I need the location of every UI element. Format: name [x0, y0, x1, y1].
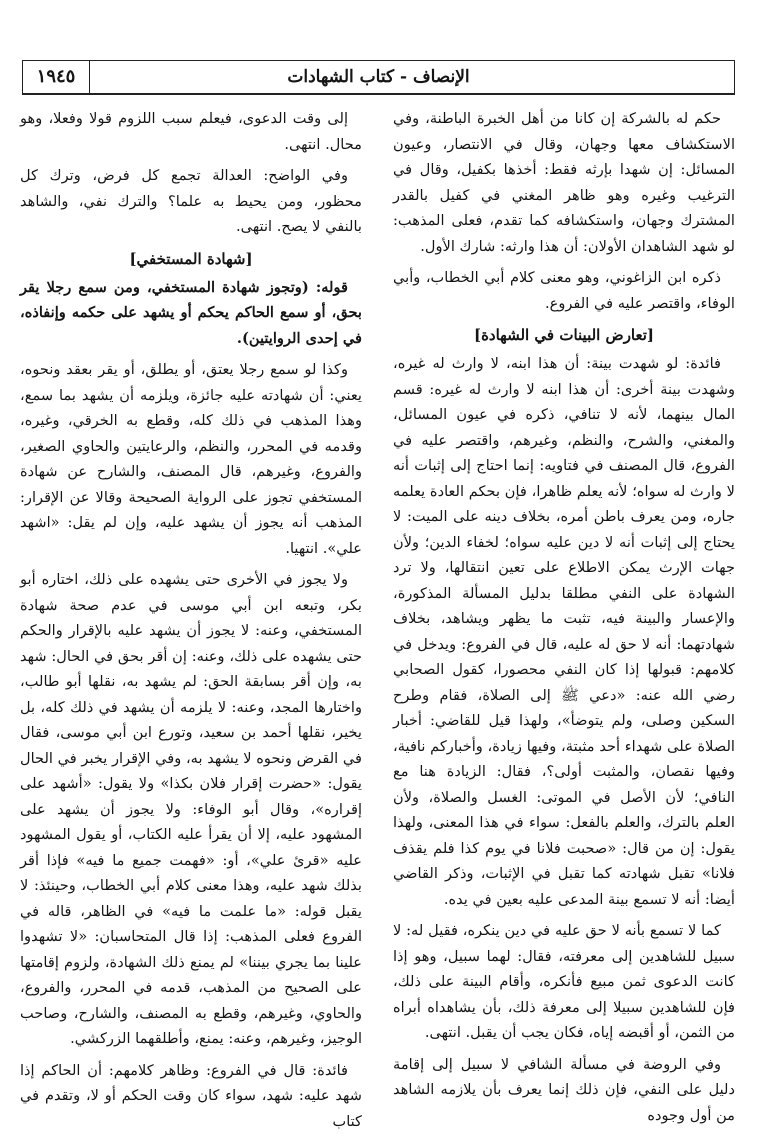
paragraph: فائدة: لو شهدت بينة: أن هذا ابنه، لا وارث له غيره، وشهدت بينة أخرى: أن هذا ابنه لا وارث له غيره: قسم المال بينهما، لأنه لا تنافي، ذكره في عيون المسائل، والمغني، والشرح، والنظم، وغيرهم، واقتصر عليه في الفروع، قال المصنف في فتاويه: إنما احتاج إلى إثبات أنه لا وارث له سواه؛ لأنه يعلم ظاهرا، فإن بحكم العادة يعلمه جاره، ومن يعرف باطن أمره، بخلاف دينه على الميت: لا يحتاج إلى إثبات أنه لا دين عليه سواه؛ لخفاء الدين؛ ولأن جهات الإرث يمكن الاطلاع على تعين انتقالها، ولا ترد الشهادة على النفي مطلقا بدليل المسألة المذكورة، والإعسار والبينة فيه، تثبت ما يظهر ويشاهد، بخلاف شهادتهما: أنه لا حق له عليه، قال في الفروع: ويدخل في كلامهم: قبولها إذا كان النفي محصورا، كقول الصحابي رضي الله عنه: «دعي ﷺ إلى الصلاة، فقام وطرح السكين وصلى، ولم يتوضأ»، ولهذا قيل للقاضي: أخبار الصلاة على شهداء أحد مثبتة، وفيها زيادة، وأخباركم نافية، وفيها نقصان، والمثبت أولى؟، فقال: الزيادة هنا مع النافي؛ لأن الأصل في الموتى: الغسل والصلاة، ولأن العلم بالترك، والعلم بالفعل: سواء في هذا المعنى، ولهذا يقول: إن من قال: «صحبت فلانا في يوم كذا فلم يقذف فلانا» تقبل شهادته كما تقبل في الإثبات، وذكر القاضي أيضا: أنه لا تسمع بينة المدعى عليه بعين في يده.	[393, 351, 735, 912]
paragraph: وفي الواضح: العدالة تجمع كل فرض، وترك كل محظور، ومن يحيط به علما؟ والترك نفي، والشاهد بالنفي لا يصح. انتهى.	[20, 163, 362, 240]
page-header	[22, 60, 735, 95]
paragraph: كما لا تسمع بأنه لا حق عليه في دين ينكره، فقيل له: لا سبيل للشاهدين إلى معرفته، فقال: لهما سبيل، وهو إذا كانت الدعوى ثمن مبيع فأنكره، وأقام البينة على ذلك، فإن للشاهدين سبيلا إلى معرفة ذلك، بأن يشاهداه أبراه من الثمن، أو أقبضه إياه، فكان يجب أن يقبل. انتهى.	[393, 918, 735, 1046]
paragraph: وفي الروضة في مسألة الشافي لا سبيل إلى إقامة دليل على النفي، فإن ذلك إنما يعرف بأن يلازمه الشاهد من أول وجوده	[393, 1052, 735, 1129]
right-text-column	[393, 106, 735, 1096]
page-number: ١٩٤٥	[23, 61, 90, 93]
running-title: الإنصاف - كتاب الشهادات	[23, 65, 734, 89]
paragraph: حكم له بالشركة إن كانا من أهل الخبرة الباطنة، وفي الاستكشاف معها وجهان، وقال في الانتصار، وعيون المسائل: إن شهدا بإرثه فقط: أخذها بكفيل، وقال في الترغيب وغيره وهو ظاهر المغني في كفيل بالقدر المشترك وجهان، واستكشافه كما تقدم، فعلى المذهب: لو شهد الشاهدان الأولان: أن هذا وارثه: شارك الأول.	[393, 106, 735, 259]
section-heading: [تعارض البينات في الشهادة]	[393, 322, 735, 348]
paragraph: قوله: (وتجوز شهادة المستخفي، ومن سمع رجلا يقر بحق، أو سمع الحاكم يحكم أو يشهد على حكمه وإنفاذه، في إحدى الروايتين).	[20, 275, 362, 352]
paragraph: ولا يجوز في الأخرى حتى يشهده على ذلك، اختاره أبو بكر، وتبعه ابن أبي موسى في عدم صحة شهادة المستخفي، وعنه: لا يجوز أن يشهد عليه بالإقرار والحكم حتى يشهده على ذلك، وعنه: إن أقر بحق في الحال: شهد به، وإن أقر بسابقة الحق: لم يشهد به، نقلها أبو طالب، واختارها المجد، وعنه: لا يلزمه أن يشهد في ذلك كله، بل يخير، نقلها أحمد بن سعيد، وتورع ابن أبي موسى، فقال في القرض ونحوه لا يشهد به، وفي الإقرار يخبر في الحال يقول: «حضرت إقرار فلان بكذا» ولا يقول: «أشهد على إقراره»، وقال أبو الوفاء: ولا يجوز أن يشهد على المشهود عليه، إلا أن يقرأ عليه الكتاب، أو يقول المشهود عليه «قرئ علي»، أو: «فهمت جميع ما فيه» فإذا أقر بذلك شهد عليه، وهذا معنى كلام أبي الخطاب، وحينئذ: لا يقبل قوله: «ما علمت ما فيه» في الظاهر، قاله في الفروع فعلى المذهب: إذا قال المتحاسبان: «لا تشهدوا علينا بما يجري بيننا» لم يمنع ذلك الشهادة، ولزوم إقامتها على الصحيح من المذهب، قدمه في المحرر، والفروع، والحاوي، وغيرهم، وقطع به المصنف، والشارح، وصاحب الوجيز، وغيرهم، وعنه: يمنع، وأطلقهما الزركشي.	[20, 567, 362, 1052]
paragraph: ذكره ابن الزاغوني، وهو معنى كلام أبي الخطاب، وأبي الوفاء، واقتصر عليه في الفروع.	[393, 265, 735, 316]
paragraph: إلى وقت الدعوى، فيعلم سبب اللزوم قولا وفعلا، وهو محال. انتهى.	[20, 106, 362, 157]
paragraph: فائدة: قال في الفروع: وظاهر كلامهم: أن الحاكم إذا شهد عليه: شهد، سواء كان وقت الحكم أو لا، وتقدم في كتاب	[20, 1058, 362, 1134]
section-heading: [شهادة المستخفي]	[20, 246, 362, 272]
left-text-column	[20, 106, 362, 1096]
paragraph: وكذا لو سمع رجلا يعتق، أو يطلق، أو يقر بعقد ونحوه، يعني: أن شهادته عليه جائزة، ويلزمه أن يشهد بما سمع، وهذا المذهب في ذلك كله، وقطع به الخرقي، وغيره، وقدمه في المحرر، والنظم، والرعايتين والحاوي الصغير، والفروع، وغيرهم، قال المصنف، والشارح عن شهادة المستخفي تجوز على الرواية الصحيحة وقالا عن الإقرار: المذهب أنه يجوز أن يشهد عليه، وإن لم يقل: «اشهد علي». انتهيا.	[20, 357, 362, 561]
